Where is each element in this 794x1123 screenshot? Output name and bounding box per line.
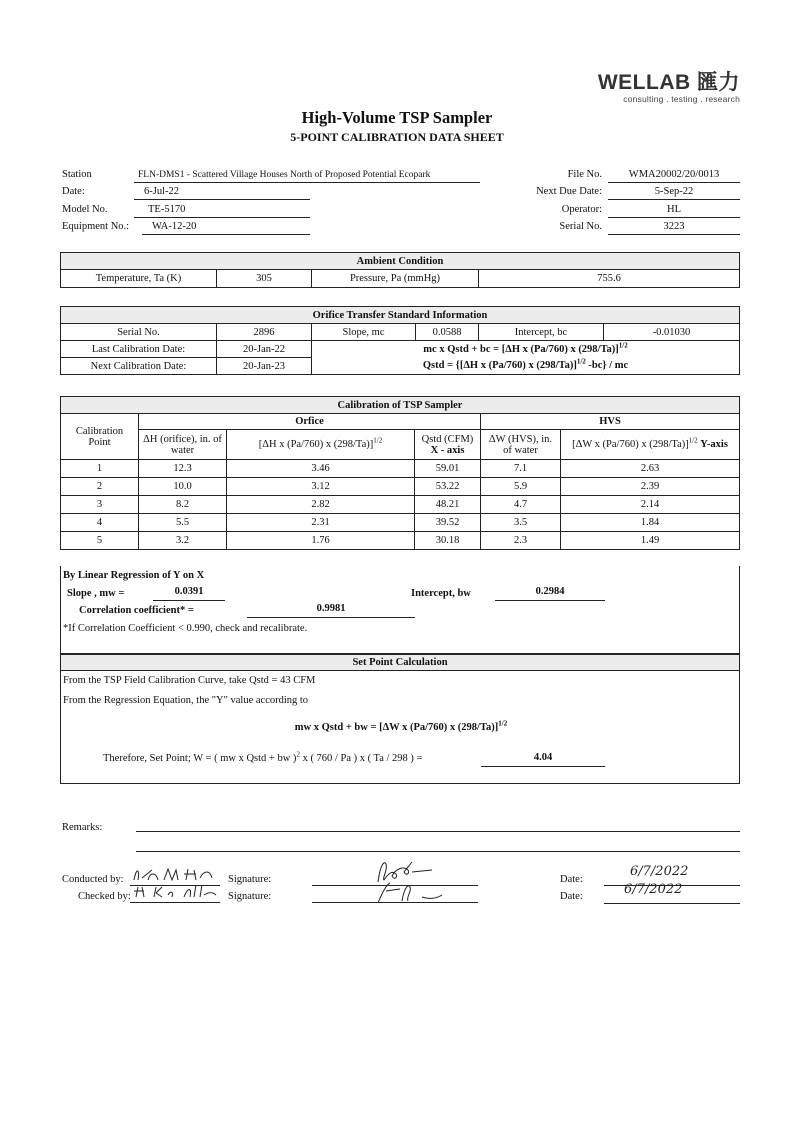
- file-field: [500, 168, 740, 184]
- cell-dh: 8.2: [139, 496, 227, 514]
- operator-value: HL: [608, 203, 740, 218]
- calibration-rows: [61, 460, 740, 550]
- date-field: [62, 185, 312, 201]
- next-due-value: 5-Sep-22: [608, 185, 740, 200]
- cell-sq: 2.82: [227, 496, 415, 514]
- pressure-value: 755.6: [479, 270, 740, 288]
- correlation-note: *If Correlation Coefficient < 0.990, check and recalibrate.: [63, 623, 308, 634]
- cell-qstd: 59.01: [415, 460, 481, 478]
- serial-label: Serial No.: [559, 221, 602, 232]
- orifice-group-header: Orfice: [139, 414, 481, 430]
- cell-y: 2.14: [561, 496, 740, 514]
- checked-by-initials: [130, 889, 220, 903]
- dh-header: ΔH (orifice), in. of water: [139, 430, 227, 460]
- next-cal-label: Next Calibration Date:: [61, 358, 217, 375]
- cell-dw: 4.7: [481, 496, 561, 514]
- cell-y: 1.84: [561, 514, 740, 532]
- date-value: 6-Jul-22: [134, 185, 310, 200]
- setpoint-therefore: Therefore, Set Point; W = ( mw x Qstd + bw )$^2$ x ( 760 / Pa ) x ( Ta / 298 ) =: [103, 750, 423, 764]
- page-subtitle: 5-POINT CALIBRATION DATA SHEET: [290, 130, 504, 144]
- cell-point: 5: [61, 532, 139, 550]
- model-value: TE-5170: [134, 203, 310, 218]
- setpoint-value: 4.04: [481, 752, 605, 767]
- station-value: FLN-DMS1 - Scattered Village Houses North of Proposed Potential Ecopark: [134, 168, 480, 183]
- calibration-heading: Calibration of TSP Sampler: [61, 397, 740, 414]
- cell-dw: 2.3: [481, 532, 561, 550]
- orifice-equation-1: mc x Qstd + bc = [ΔH x (Pa/760) x (298/Ta)]$^{1/2}$: [312, 341, 740, 358]
- setpoint-equation: mw x Qstd + bw = [ΔW x (Pa/760) x (298/Ta)]$^{1/2}$: [294, 719, 508, 733]
- cell-sq: 2.31: [227, 514, 415, 532]
- cell-point: 1: [61, 460, 139, 478]
- last-cal-label: Last Calibration Date:: [61, 341, 217, 358]
- table-row: [61, 478, 740, 496]
- cell-point: 4: [61, 514, 139, 532]
- cell-dh: 12.3: [139, 460, 227, 478]
- table-row: [61, 532, 740, 550]
- orifice-equation-2: Qstd = {[ΔH x (Pa/760) x (298/Ta)]$^{1/2}$ -bc} / mc: [312, 358, 740, 375]
- operator-field: [500, 203, 740, 219]
- cell-sq: 3.12: [227, 478, 415, 496]
- cell-dh: 3.2: [139, 532, 227, 550]
- company-logo: [590, 72, 740, 104]
- cell-point: 3: [61, 496, 139, 514]
- page-title: High-Volume TSP Sampler: [301, 108, 493, 127]
- orifice-table: [60, 306, 740, 375]
- slope-mc-label: Slope, mc: [312, 324, 416, 341]
- cell-qstd: 53.22: [415, 478, 481, 496]
- cell-dw: 7.1: [481, 460, 561, 478]
- station-field: [62, 168, 482, 184]
- equipment-field: [62, 220, 312, 236]
- ambient-heading: Ambient Condition: [61, 253, 740, 270]
- ambient-table: [60, 252, 740, 288]
- date-value-1: 6/7/2022: [604, 864, 740, 886]
- temperature-value: 305: [217, 270, 312, 288]
- last-cal-value: 20-Jan-22: [217, 341, 312, 358]
- next-due-label: Next Due Date:: [536, 186, 602, 197]
- cell-qstd: 30.18: [415, 532, 481, 550]
- setpoint-line-1: From the TSP Field Calibration Curve, take Qstd = 43 CFM: [63, 675, 316, 686]
- remarks-label: Remarks:: [62, 822, 103, 833]
- signature-line-2: [312, 887, 478, 903]
- table-row: [61, 460, 740, 478]
- checked-initials-scribble: [130, 883, 220, 901]
- station-label: Station: [62, 169, 92, 180]
- cell-point: 2: [61, 478, 139, 496]
- correlation-label: Correlation coefficient* =: [79, 605, 194, 616]
- equipment-value: WA-12-20: [142, 220, 310, 235]
- temperature-label: Temperature, Ta (K): [61, 270, 217, 288]
- correlation-value: 0.9981: [247, 603, 415, 618]
- setpoint-line-2: From the Regression Equation, the "Y" value according to: [63, 695, 309, 706]
- equipment-label: Equipment No.:: [62, 221, 130, 232]
- cell-dh: 5.5: [139, 514, 227, 532]
- file-value: WMA20002/20/0013: [608, 168, 740, 183]
- table-row: [61, 514, 740, 532]
- regression-intercept-label: Intercept, bw: [411, 588, 471, 599]
- file-label: File No.: [567, 169, 602, 180]
- cell-sq: 3.46: [227, 460, 415, 478]
- conducted-by-label: Conducted by:: [62, 874, 124, 885]
- regression-intercept-value: 0.2984: [495, 586, 605, 601]
- cell-y: 1.49: [561, 532, 740, 550]
- logo-name: WELLAB 匯力: [597, 71, 740, 94]
- cell-dw: 5.9: [481, 478, 561, 496]
- serial-field: [500, 220, 740, 236]
- setpoint-heading: Set Point Calculation: [61, 655, 739, 671]
- logo-tagline: consulting . testing . research: [623, 94, 740, 104]
- cell-sq: 1.76: [227, 532, 415, 550]
- regression-slope-label: Slope , mw =: [67, 588, 125, 599]
- y-axis-header: [ΔW x (Pa/760) x (298/Ta)]$^{1/2}$ Y-axis: [561, 430, 740, 460]
- intercept-bc-value: -0.01030: [604, 324, 740, 341]
- cell-qstd: 48.21: [415, 496, 481, 514]
- orifice-serial-value: 2896: [217, 324, 312, 341]
- operator-label: Operator:: [561, 204, 602, 215]
- cell-dh: 10.0: [139, 478, 227, 496]
- setpoint-box: [60, 654, 740, 784]
- cell-y: 2.39: [561, 478, 740, 496]
- serial-value: 3223: [608, 220, 740, 235]
- pressure-label: Pressure, Pa (mmHg): [312, 270, 479, 288]
- model-label: Model No.: [62, 204, 108, 215]
- orifice-heading: Orifice Transfer Standard Information: [61, 307, 740, 324]
- remarks-line-1: [136, 818, 740, 832]
- regression-heading: By Linear Regression of Y on X: [63, 570, 205, 581]
- next-cal-value: 20-Jan-23: [217, 358, 312, 375]
- sqrt-dh-header: [ΔH x (Pa/760) x (298/Ta)]$^{1/2}$: [227, 430, 415, 460]
- qstd-header: Qstd (CFM) X - axis: [415, 430, 481, 460]
- next-due-field: [500, 185, 740, 201]
- hvs-group-header: HVS: [481, 414, 740, 430]
- dw-header: ΔW (HVS), in. of water: [481, 430, 561, 460]
- signature-scribble-2: [312, 879, 478, 905]
- cell-qstd: 39.52: [415, 514, 481, 532]
- conducted-initials-scribble: [130, 866, 220, 884]
- signature-label-1: Signature:: [228, 874, 272, 885]
- signature-label-2: Signature:: [228, 891, 272, 902]
- table-row: [61, 496, 740, 514]
- model-field: [62, 203, 312, 219]
- calibration-point-header: Calibration Point: [61, 414, 139, 460]
- date-value-2: 6/7/2022: [604, 882, 740, 904]
- checked-by-label: Checked by:: [78, 891, 131, 902]
- slope-mc-value: 0.0588: [416, 324, 479, 341]
- remarks-line-2: [136, 838, 740, 852]
- cell-y: 2.63: [561, 460, 740, 478]
- date-label: Date:: [62, 186, 85, 197]
- regression-slope-value: 0.0391: [153, 586, 225, 601]
- orifice-serial-label: Serial No.: [61, 324, 217, 341]
- date-label-2: Date:: [560, 891, 583, 902]
- intercept-bc-label: Intercept, bc: [479, 324, 604, 341]
- date-label-1: Date:: [560, 874, 583, 885]
- calibration-table: [60, 396, 740, 550]
- regression-box: [60, 566, 740, 654]
- cell-dw: 3.5: [481, 514, 561, 532]
